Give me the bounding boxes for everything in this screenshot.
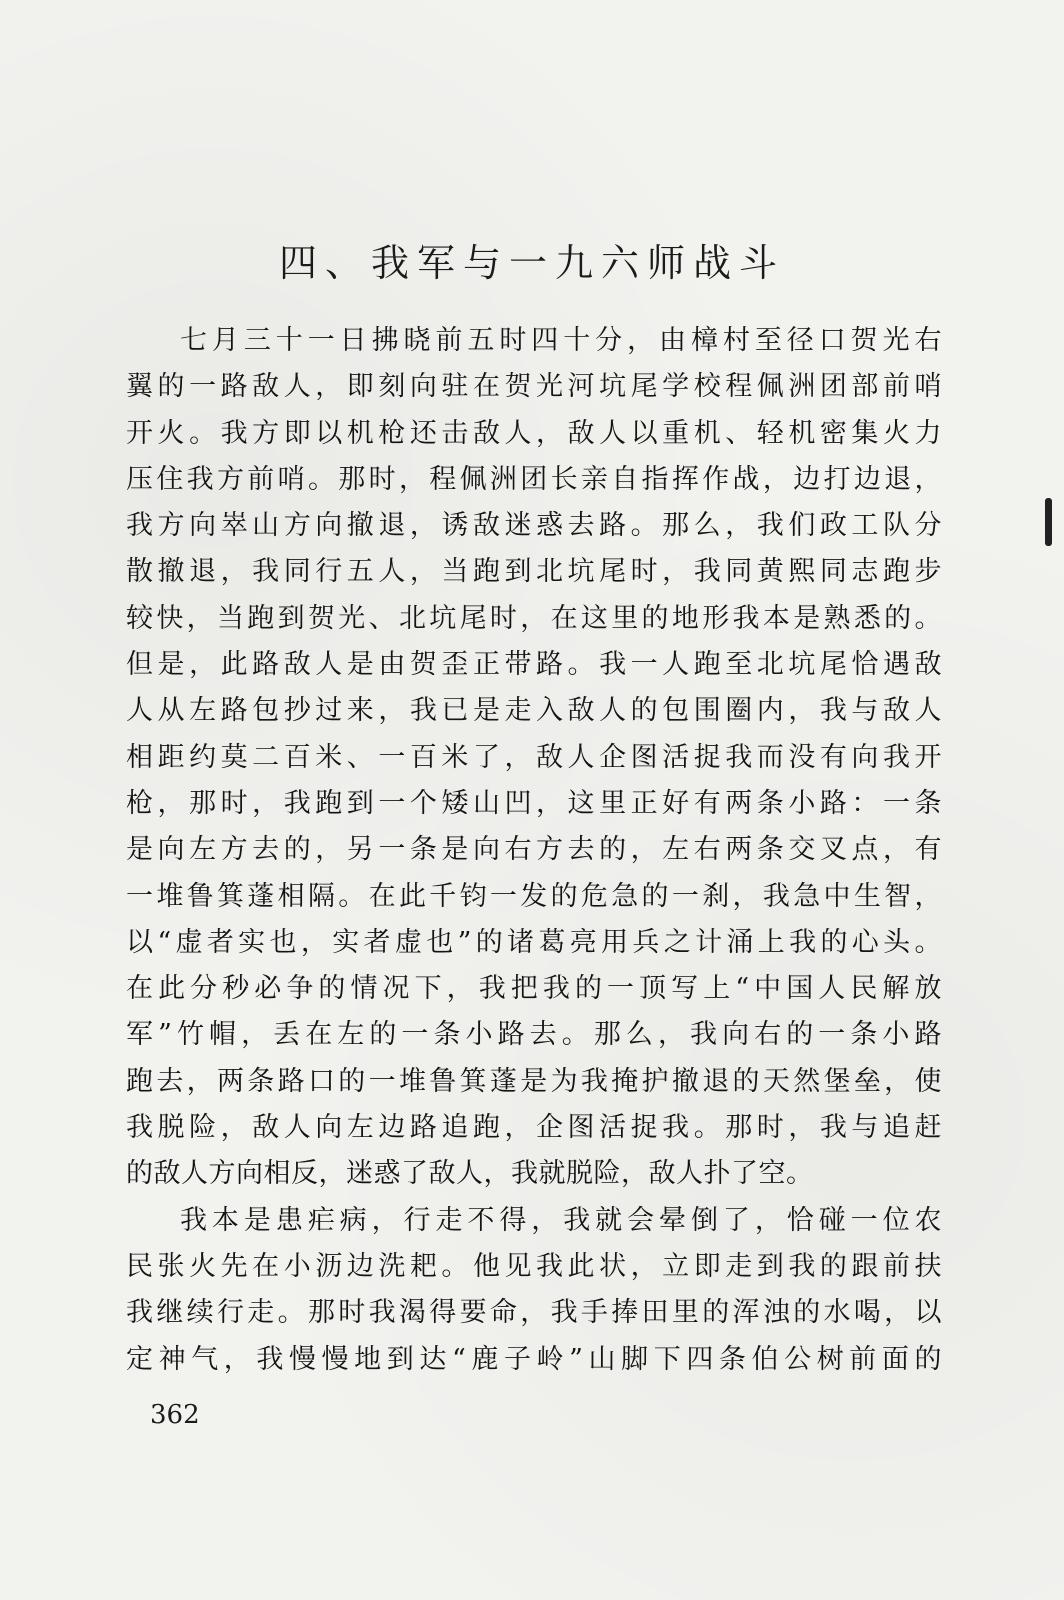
text-line: 较快，当跑到贺光、北坑尾时，在这里的地形我本是熟悉的。 bbox=[126, 602, 942, 634]
text-line: 压住我方前哨。那时，程佩洲团长亲自指挥作战，边打边退， bbox=[126, 463, 942, 495]
chapter-title: 四、我军与一九六师战斗 bbox=[278, 241, 785, 285]
text-line: 以“虚者实也，实者虚也”的诸葛亮用兵之计涌上我的心头。 bbox=[126, 926, 942, 958]
text-line: 军”竹帽，丢在左的一条小路去。那么，我向右的一条小路 bbox=[126, 1019, 942, 1051]
paragraph-1 bbox=[126, 318, 942, 1198]
body-text bbox=[126, 318, 942, 1383]
text-line: 的敌人方向相反，迷惑了敌人，我就脱险，敌人扑了空。 bbox=[126, 1158, 814, 1190]
text-line: 开火。我方即以机枪还击敌人，敌人以重机、轻机密集火力 bbox=[126, 417, 942, 449]
text-line: 我本是患疟病，行走不得，我就会晕倒了，恰碰一位农 bbox=[180, 1204, 942, 1236]
text-line: 相距约莫二百米、一百米了，敌人企图活捉我而没有向我开 bbox=[126, 741, 942, 773]
text-line: 散撤退，我同行五人，当跑到北坑尾时，我同黄熙同志跑步 bbox=[126, 556, 942, 588]
text-line: 一堆鲁箕蓬相隔。在此千钧一发的危急的一刹，我急中生智， bbox=[126, 880, 942, 912]
text-line: 定神气，我慢慢地到达“鹿子岭”山脚下四条伯公树前面的 bbox=[126, 1343, 942, 1375]
text-line: 跑去，两条路口的一堆鲁箕蓬是为我掩护撤退的天然堡垒，使 bbox=[126, 1065, 942, 1097]
text-line: 民张火先在小沥边洗耙。他见我此状，立即走到我的跟前扶 bbox=[126, 1250, 942, 1282]
text-line: 我继续行走。那时我渴得要命，我手捧田里的浑浊的水喝，以 bbox=[126, 1297, 942, 1329]
text-line: 但是，此路敌人是由贺歪正带路。我一人跑至北坑尾恰遇敌 bbox=[126, 649, 942, 681]
text-line: 我方向崒山方向撤退，诱敌迷惑去路。那么，我们政工队分 bbox=[126, 510, 942, 542]
text-line: 是向左方去的，另一条是向右方去的，左右两条交叉点，有 bbox=[126, 834, 942, 866]
text-line: 枪，那时，我跑到一个矮山凹，这里正好有两条小路：一条 bbox=[126, 787, 942, 819]
text-line: 七月三十一日拂晓前五时四十分，由樟村至径口贺光右 bbox=[180, 325, 942, 356]
text-line: 在此分秒必争的情况下，我把我的一顶写上“中国人民解放 bbox=[126, 973, 942, 1005]
page-number: 362 bbox=[150, 1400, 200, 1430]
text-line: 我脱险，敌人向左边路追跑，企图活捉我。那时，我与追赶 bbox=[126, 1112, 942, 1144]
scan-edge-mark bbox=[1045, 498, 1052, 546]
paragraph-2 bbox=[126, 1198, 942, 1383]
text-line: 人从左路包抄过来，我已是走入敌人的包围圈内，我与敌人 bbox=[126, 695, 942, 727]
text-line: 翼的一路敌人，即刻向驻在贺光河坑尾学校程佩洲团部前哨 bbox=[126, 371, 942, 403]
